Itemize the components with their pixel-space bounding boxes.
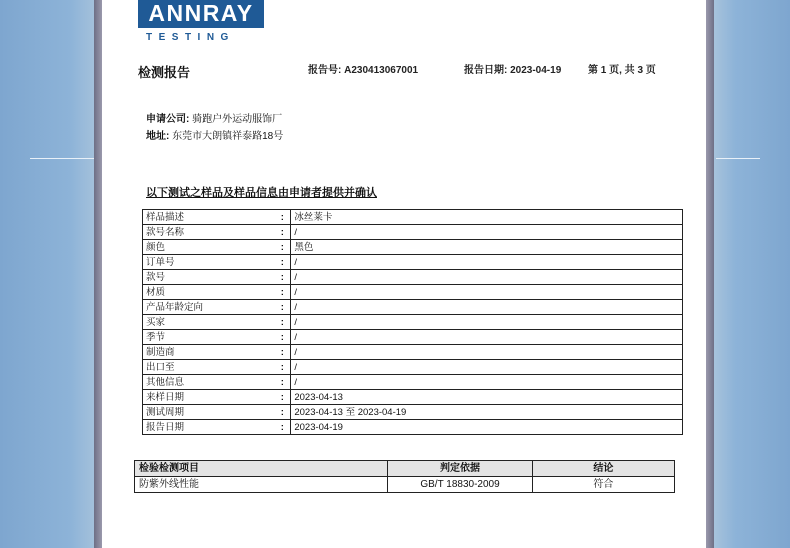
table-row xyxy=(143,345,683,360)
page-indicator: 第 1 页, 共 3 页 xyxy=(588,65,656,76)
field-value: / xyxy=(291,360,683,375)
field-value: / xyxy=(291,345,683,360)
field-colon: : xyxy=(274,375,290,390)
field-value: / xyxy=(291,315,683,330)
table-row xyxy=(143,240,683,255)
field-label: 款号 xyxy=(143,270,275,285)
applicant-address xyxy=(146,127,283,142)
address-value: 东莞市大朗镇祥泰路18号 xyxy=(172,131,284,142)
field-colon: : xyxy=(274,300,290,315)
field-value: 2023-04-19 xyxy=(291,420,683,435)
table-row xyxy=(143,360,683,375)
field-colon: : xyxy=(274,210,290,225)
annray-logo: ANNRAY xyxy=(138,0,264,28)
field-colon: : xyxy=(274,330,290,345)
field-label: 制造商 xyxy=(143,345,275,360)
decorative-line-left xyxy=(30,158,96,159)
table-row xyxy=(143,225,683,240)
decorative-line-right xyxy=(716,158,760,159)
field-colon: : xyxy=(274,240,290,255)
field-value: / xyxy=(291,330,683,345)
field-label: 款号名称 xyxy=(143,225,275,240)
document-frame-left xyxy=(94,0,102,548)
field-label: 测试周期 xyxy=(143,405,275,420)
field-label: 订单号 xyxy=(143,255,275,270)
field-label: 季节 xyxy=(143,330,275,345)
address-label: 地址: xyxy=(146,131,170,142)
header-test-item: 检验检测项目 xyxy=(135,461,388,477)
table-row xyxy=(135,477,675,493)
field-label: 样品描述 xyxy=(143,210,275,225)
field-value: 黑色 xyxy=(291,240,683,255)
field-colon: : xyxy=(274,225,290,240)
table-row xyxy=(143,300,683,315)
logo-subtitle: TESTING xyxy=(146,32,235,43)
field-label: 买家 xyxy=(143,315,275,330)
field-colon: : xyxy=(274,360,290,375)
result-conclusion: 符合 xyxy=(532,477,674,493)
background-band-right xyxy=(712,0,790,548)
company-label: 申请公司: xyxy=(146,114,190,125)
test-results-table xyxy=(134,460,675,493)
field-colon: : xyxy=(274,390,290,405)
field-label: 材质 xyxy=(143,285,275,300)
field-label: 其他信息 xyxy=(143,375,275,390)
field-value: 2023-04-13 至 2023-04-19 xyxy=(291,405,683,420)
company-value: 骑跑户外运动服饰厂 xyxy=(192,114,283,125)
applicant-company xyxy=(146,110,282,125)
table-row xyxy=(143,255,683,270)
field-value: / xyxy=(291,225,683,240)
table-row xyxy=(143,405,683,420)
header-conclusion: 结论 xyxy=(532,461,674,477)
table-row xyxy=(143,330,683,345)
field-value: / xyxy=(291,375,683,390)
results-header-row xyxy=(135,461,675,477)
table-row xyxy=(143,390,683,405)
field-colon: : xyxy=(274,315,290,330)
field-colon: : xyxy=(274,405,290,420)
field-colon: : xyxy=(274,255,290,270)
table-row xyxy=(143,270,683,285)
field-label: 出口至 xyxy=(143,360,275,375)
result-test-item: 防紫外线性能 xyxy=(135,477,388,493)
field-colon: : xyxy=(274,345,290,360)
sample-section-heading: 以下测试之样品及样品信息由申请者提供并确认 xyxy=(146,187,377,199)
field-value: 冰丝莱卡 xyxy=(291,210,683,225)
table-row xyxy=(143,420,683,435)
sample-info-table xyxy=(142,209,683,435)
field-label: 报告日期 xyxy=(143,420,275,435)
table-row xyxy=(143,210,683,225)
table-row xyxy=(143,315,683,330)
report-number: 报告号: A230413067001 xyxy=(308,65,419,76)
document-frame-right xyxy=(706,0,714,548)
field-label: 来样日期 xyxy=(143,390,275,405)
field-label: 颜色 xyxy=(143,240,275,255)
table-row xyxy=(143,375,683,390)
header-basis: 判定依据 xyxy=(388,461,532,477)
field-value: / xyxy=(291,300,683,315)
table-row xyxy=(143,285,683,300)
field-colon: : xyxy=(274,420,290,435)
report-title: 检测报告 xyxy=(138,65,191,80)
field-value: / xyxy=(291,285,683,300)
field-value: / xyxy=(291,255,683,270)
background-band-left xyxy=(0,0,100,548)
result-basis: GB/T 18830-2009 xyxy=(388,477,532,493)
field-value: / xyxy=(291,270,683,285)
field-colon: : xyxy=(274,285,290,300)
field-label: 产品年龄定向 xyxy=(143,300,275,315)
field-colon: : xyxy=(274,270,290,285)
field-value: 2023-04-13 xyxy=(291,390,683,405)
report-date: 报告日期: 2023-04-19 xyxy=(464,65,562,76)
